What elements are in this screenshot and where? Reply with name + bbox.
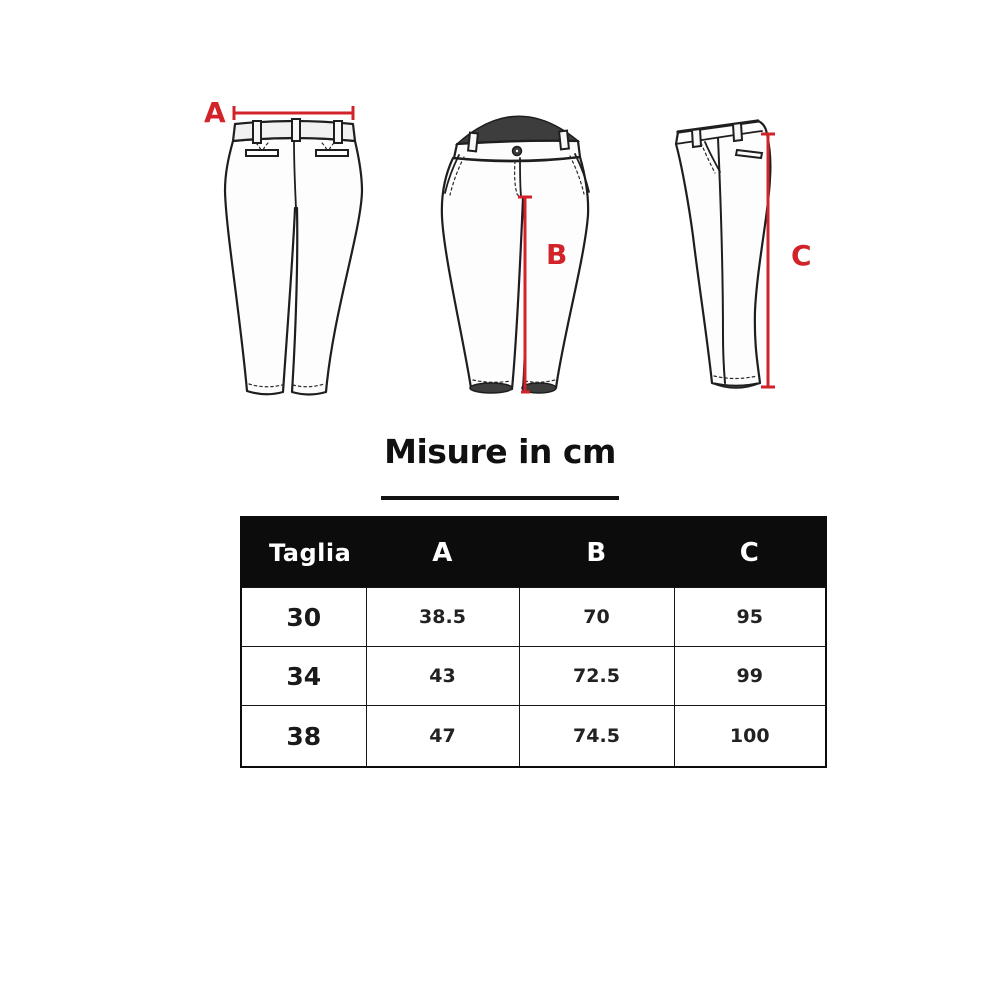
table-row [241,588,826,647]
table-row [241,647,826,706]
back-pocket-welt [316,150,348,156]
dimension-line-a [234,106,353,120]
pants-front-view-drawing [433,105,608,405]
back-pocket-welt [246,150,278,156]
header-a: A [366,517,519,588]
pants-back-silhouette [225,138,362,395]
pants-back-view-drawing [200,95,370,405]
cell-size: 38 [241,706,366,768]
belt-loop [733,123,742,141]
belt-loop [559,131,569,150]
cell-measure-b: 70 [519,588,674,647]
header-b: B [519,517,674,588]
table-row [241,706,826,768]
cell-measure-a: 47 [366,706,519,768]
belt-loop [692,129,701,147]
cell-measure-b: 74.5 [519,706,674,768]
header-c: C [674,517,826,588]
button-hole [516,150,518,152]
measure-label-a: A [204,96,226,129]
measure-label-c: C [791,239,812,272]
cell-size: 30 [241,588,366,647]
belt-loop [292,119,300,141]
cell-measure-c: 95 [674,588,826,647]
pants-front-silhouette [442,157,588,391]
cell-measure-a: 38.5 [366,588,519,647]
hem-opening [470,383,512,393]
table-header-row [241,517,826,588]
belt-loop [253,121,261,143]
title-underline [381,496,619,500]
cell-size: 34 [241,647,366,706]
cell-measure-a: 43 [366,647,519,706]
fly-seam [520,158,521,196]
belt-loop [468,133,478,152]
cell-measure-c: 100 [674,706,826,768]
measure-label-b: B [546,238,568,271]
belt-loop [334,121,342,143]
header-taglia: Taglia [241,517,366,588]
size-table [240,516,827,768]
cell-measure-b: 72.5 [519,647,674,706]
cell-measure-c: 99 [674,647,826,706]
page-title: Misure in cm [384,432,616,471]
